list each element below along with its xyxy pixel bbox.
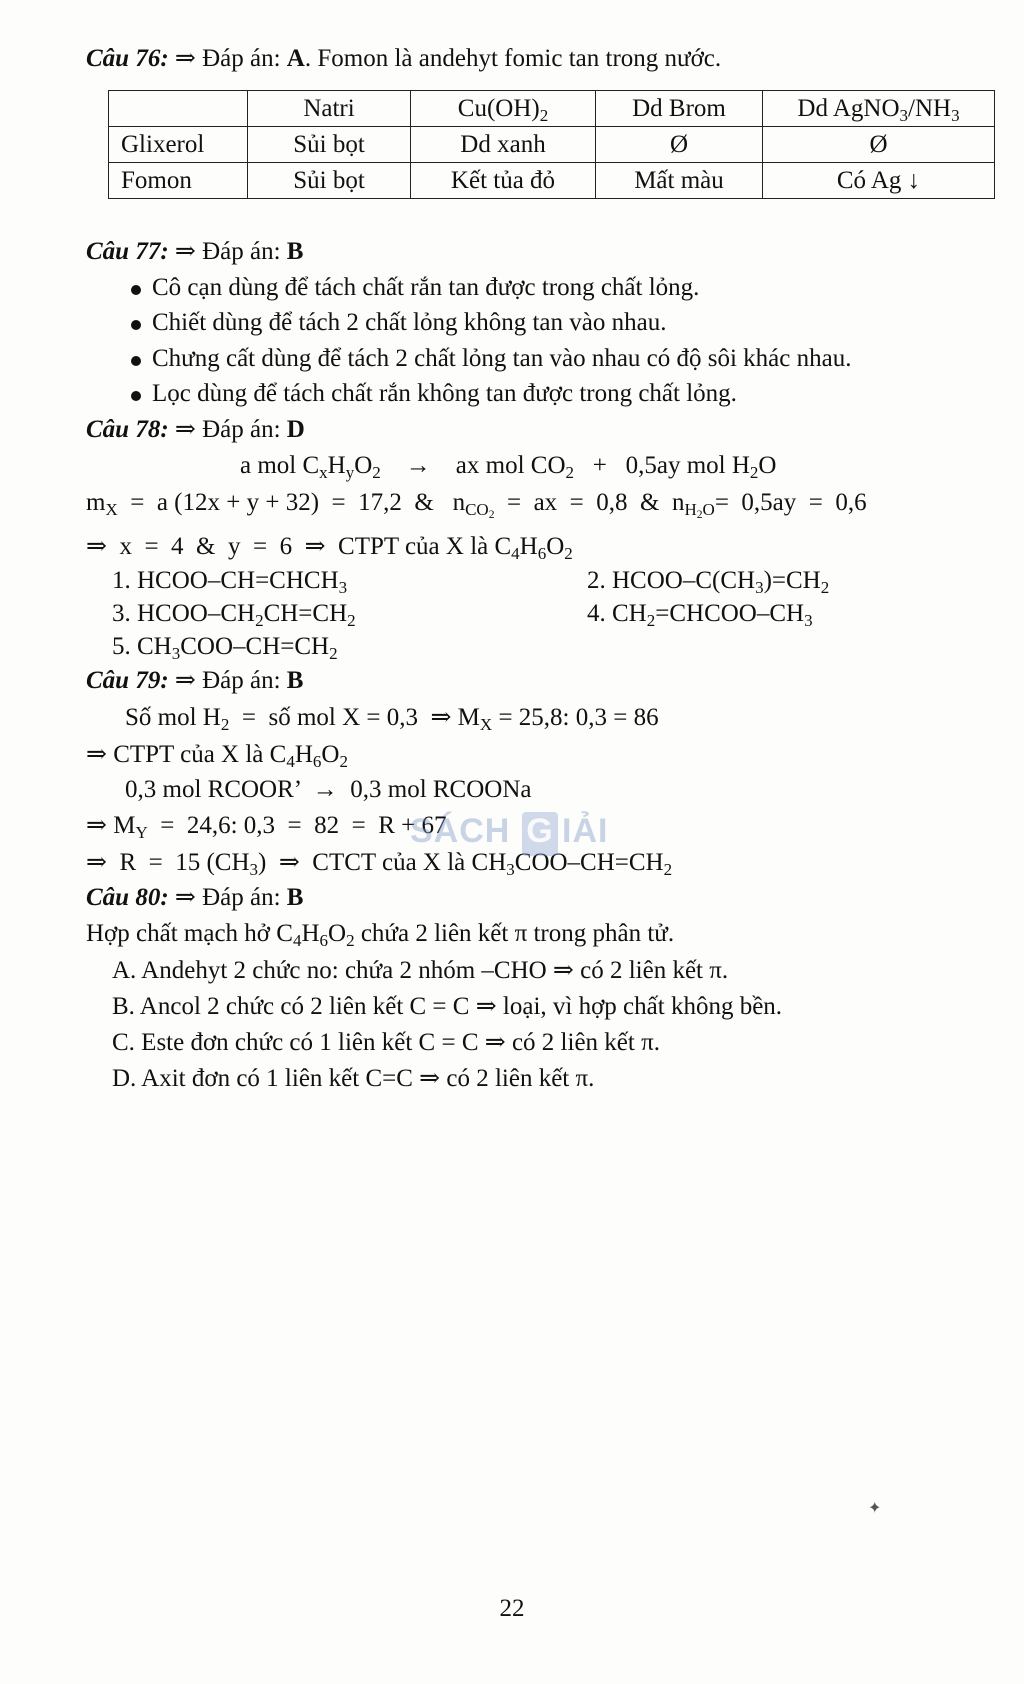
watermark-text: SÁCH bbox=[410, 812, 511, 850]
page-number: 22 bbox=[499, 1595, 525, 1622]
table-cell: Glixerol bbox=[109, 127, 248, 163]
table-cell: Dd xanh bbox=[411, 127, 596, 163]
q78-answer: D bbox=[286, 416, 305, 443]
q77-bullet-text: Lọc dùng để tách chất rắn không tan được trong chất lỏng. bbox=[152, 380, 737, 407]
q77-bullet-text: Chưng cất dùng để tách 2 chất lỏng tan vào nhau có độ sôi khác nhau. bbox=[152, 345, 852, 372]
q77-bullet-text: Cô cạn dùng để tách chất rắn tan được trong chất lỏng. bbox=[152, 274, 700, 301]
q76-label: Câu 76: bbox=[86, 45, 169, 72]
table-header-cell: Dd $AgNO_3/NH_3$ bbox=[763, 91, 995, 127]
q79-step-2: ⇒ CTPT của X là $C_4H_6O_2$ bbox=[86, 741, 348, 771]
q78-isomer-4: 4. $CH_2=CHCOO-CH_3$ bbox=[587, 600, 813, 630]
q80-option-c: C. Este đơn chức có 1 liên kết C = C ⇒ có 2 liên kết π. bbox=[112, 1029, 660, 1056]
q78-isomer-2: 2. HCOO–$C(CH_3)=CH_2$ bbox=[587, 567, 830, 597]
table-header-row bbox=[109, 91, 995, 127]
q78-arrow: ⇒ Đáp án: bbox=[174, 416, 287, 443]
q80-arrow: ⇒ Đáp án: bbox=[174, 884, 287, 911]
isomer-text: 5. CH bbox=[112, 633, 172, 660]
q80-intro: Hợp chất mạch hở $C_4H_6O_2$ chứa 2 liên kết π trong phân tử. bbox=[86, 920, 675, 950]
bullet-icon bbox=[131, 391, 141, 401]
q79-arrow: ⇒ Đáp án: bbox=[174, 667, 287, 694]
table-header-cell: Natri bbox=[248, 91, 411, 127]
q79-line bbox=[86, 666, 303, 696]
q79-label: Câu 79: bbox=[86, 667, 169, 694]
reagent-table bbox=[108, 90, 995, 199]
q77-label: Câu 77: bbox=[86, 238, 169, 265]
table-row bbox=[109, 127, 995, 163]
q76-line bbox=[86, 44, 721, 74]
table-row bbox=[109, 163, 995, 199]
q79-step-3: 0,3 mol RCOOR’ → 0,3 mol RCOONa bbox=[125, 776, 532, 803]
q80-line bbox=[86, 883, 303, 913]
q77-answer: B bbox=[286, 238, 304, 265]
q78-isomer-1: 1. HCOO–$CH=CHCH_3$ bbox=[112, 567, 348, 597]
q77-arrow: ⇒ Đáp án: bbox=[174, 238, 287, 265]
q78-mass-equation: $m_X = a$ (12x + y + 32) = 17,2 & $n_{CO_2}$ = ax = 0,8 & $n_{H_2O}= 0,5ay = 0,6$ bbox=[86, 489, 867, 521]
table-cell: Sủi bọt bbox=[248, 127, 411, 163]
q76-text: . Fomon là andehyt fomic tan trong nước. bbox=[304, 45, 722, 72]
table-header-cell: Dd Brom bbox=[596, 91, 763, 127]
header-nh3-text: /NH bbox=[908, 94, 952, 122]
q78-line bbox=[86, 415, 305, 445]
header-cuoh-text: Cu(OH) bbox=[457, 94, 540, 122]
q78-label: Câu 78: bbox=[86, 416, 169, 443]
q76-answer: A bbox=[286, 45, 305, 72]
watermark-logo bbox=[410, 812, 620, 856]
bullet-icon bbox=[131, 356, 141, 366]
table-cell: Sủi bọt bbox=[248, 163, 411, 199]
q78-isomer-3: 3. HCOO–$CH_2CH=CH_2$ bbox=[112, 600, 356, 630]
isomer-text: 4. CH bbox=[587, 600, 647, 627]
q80-option-d: D. Axit đơn có 1 liên kết C=C ⇒ có 2 liên kết π. bbox=[112, 1065, 595, 1092]
table-cell: Ø bbox=[596, 127, 763, 163]
q79-answer: B bbox=[286, 667, 304, 694]
q76-arrow: ⇒ Đáp án: bbox=[174, 45, 287, 72]
table-cell: Có Ag ↓ bbox=[763, 163, 995, 199]
table-cell: Kết tủa đỏ bbox=[411, 163, 596, 199]
watermark-text: IẢI bbox=[562, 812, 609, 850]
ink-speck: ✦ bbox=[868, 1500, 882, 1517]
q80-option-a: A. Andehyt 2 chức no: chứa 2 nhóm –CHO ⇒ có 2 liên kết π. bbox=[112, 957, 729, 984]
watermark-text: G bbox=[526, 812, 554, 850]
header-agno3-text: Dd AgNO bbox=[797, 94, 900, 122]
q77-bullet-text: Chiết dùng để tách 2 chất lỏng không tan vào nhau. bbox=[152, 309, 667, 336]
q80-option-b: B. Ancol 2 chức có 2 liên kết C = C ⇒ loại, vì hợp chất không bền. bbox=[112, 993, 783, 1020]
table-cell: Fomon bbox=[109, 163, 248, 199]
table-header-cell bbox=[109, 91, 248, 127]
q79-step-5: ⇒ R = 15 $(CH_3)$ ⇒ CTCT của X là $CH_3COO-CH=CH_2$ bbox=[86, 849, 673, 879]
table-cell: Mất màu bbox=[596, 163, 763, 199]
q77-line bbox=[86, 237, 303, 267]
q79-step-4: ⇒ $M_Y = 24,6$: 0,3 = 82 = R + 67 bbox=[86, 812, 447, 842]
bullet-icon bbox=[131, 320, 141, 330]
q80-answer: B bbox=[286, 884, 304, 911]
table-cell: Ø bbox=[763, 127, 995, 163]
q80-label: Câu 80: bbox=[86, 884, 169, 911]
bullet-icon bbox=[131, 285, 141, 295]
isomer-text: 3. HCOO–CH bbox=[112, 600, 256, 627]
q78-reaction: a mol $C_xH_yO_2$ → ax mol $CO_2 + 0,5ay$ mol $H_2O$ bbox=[240, 452, 777, 482]
q78-result: ⇒ x = 4 & y = 6 ⇒ CTPT của X là $C_4H_6O_2$ bbox=[86, 533, 573, 563]
isomer-text: 2. HCOO–C(CH bbox=[587, 567, 756, 594]
isomer-text: 1. HCOO–CH=CHCH bbox=[112, 567, 339, 594]
q79-step-1: Số mol $H_2$ = số mol X = 0,3 ⇒ $M_X = 25,8$: 0,3 = 86 bbox=[125, 704, 659, 734]
table-header-cell: $Cu(OH)_2$ bbox=[411, 91, 596, 127]
q78-isomer-5: 5. $CH_3COO-CH=CH_2$ bbox=[112, 633, 338, 663]
